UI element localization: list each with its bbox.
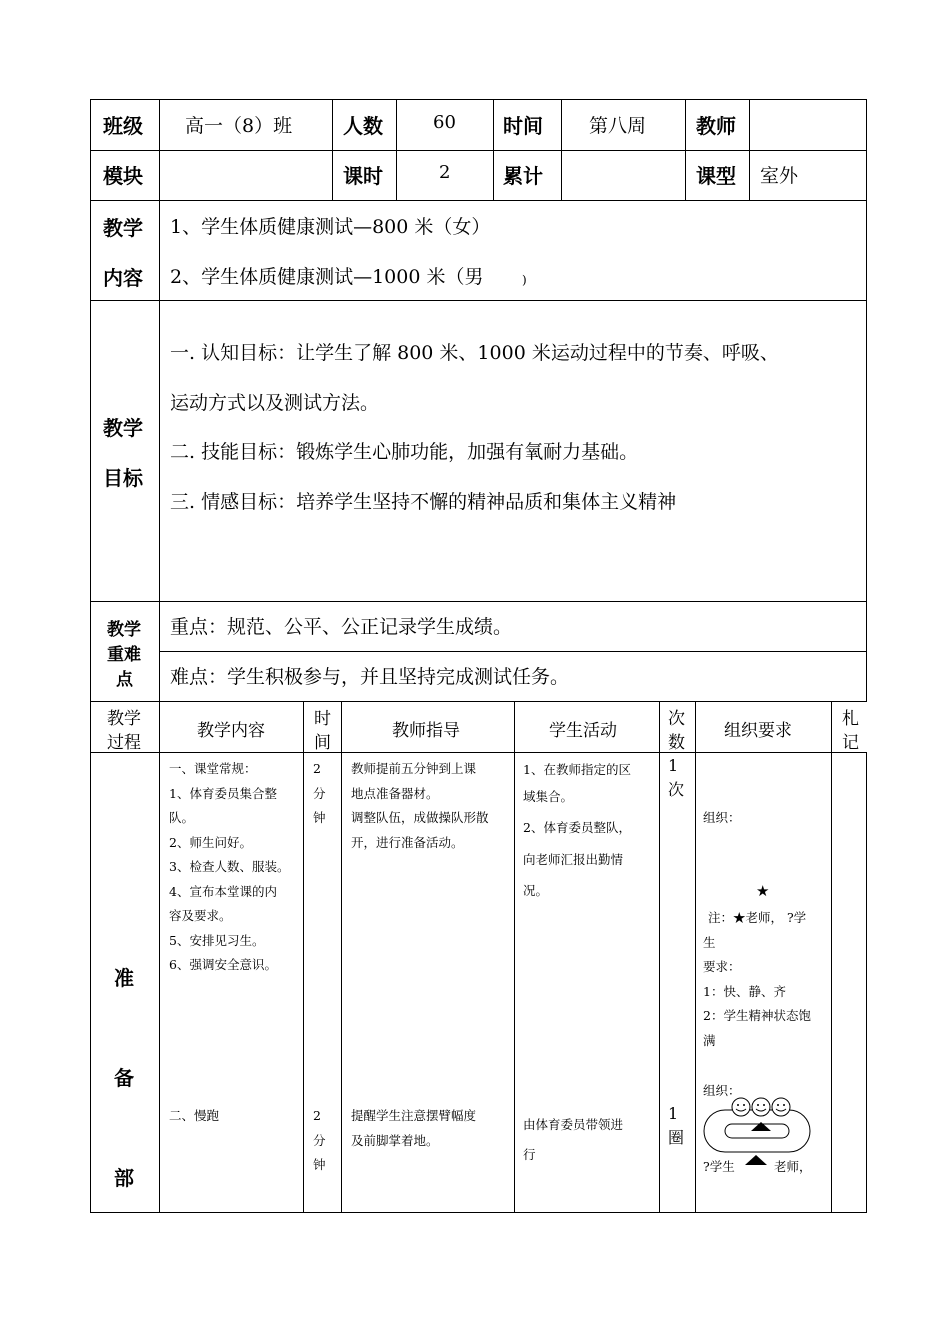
section-char-1: 准 bbox=[114, 966, 134, 990]
running-track-diagram bbox=[703, 1094, 813, 1158]
time-char: 钟 bbox=[313, 810, 326, 825]
prep-content-line: 一、课堂常规： bbox=[169, 761, 257, 776]
col-guide: 教师指导 bbox=[392, 721, 460, 741]
org-line: 满 bbox=[703, 1032, 716, 1048]
prep-time-2 bbox=[313, 1104, 326, 1178]
keypoints-label-3: 点 bbox=[116, 670, 133, 690]
prep-count-2 bbox=[668, 1102, 684, 1150]
section-char-2: 备 bbox=[114, 1066, 134, 1090]
col-time-1: 时 bbox=[314, 709, 331, 729]
col-count-1: 次 bbox=[668, 709, 685, 729]
time-label: 时间 bbox=[503, 114, 543, 138]
activity-line: 域集合。 bbox=[523, 788, 574, 804]
prep-content-line: 容及要求。 bbox=[169, 908, 232, 923]
activity-line: 由体育委员带领进 bbox=[523, 1117, 624, 1132]
activity-line: 况。 bbox=[523, 883, 549, 898]
activity-line: 向老师汇报出勤情 bbox=[523, 851, 624, 867]
prep-content-line: 4、宣布本堂课的内 bbox=[169, 883, 277, 899]
col-count-2: 数 bbox=[668, 733, 685, 753]
count-char: 1 bbox=[668, 1104, 679, 1123]
prep-content-2: 二、慢跑 bbox=[169, 1108, 220, 1123]
student-face-icon bbox=[752, 1098, 770, 1116]
time-char: 钟 bbox=[313, 1157, 326, 1172]
class-label: 班级 bbox=[103, 114, 143, 138]
type-value: 室外 bbox=[760, 165, 799, 187]
difficult-point: 难点：学生积极参与，并且坚持完成测试任务。 bbox=[170, 666, 570, 688]
prep-content-line: 队。 bbox=[169, 810, 195, 825]
org2-legend-teacher: 老师， bbox=[774, 1159, 812, 1174]
org1-lines bbox=[703, 906, 811, 1053]
star-icon: ★ bbox=[756, 882, 770, 900]
activity-line: 行 bbox=[523, 1147, 536, 1162]
col-activity: 学生活动 bbox=[549, 721, 617, 741]
teacher-label: 教师 bbox=[696, 114, 736, 138]
key-point: 重点：规范、公平、公正记录学生成绩。 bbox=[170, 616, 513, 638]
hours-value: 2 bbox=[439, 162, 451, 183]
objectives-label-1: 教学 bbox=[103, 416, 143, 440]
org1-title: 组织： bbox=[703, 810, 741, 825]
org-line: 2：学生精神状态饱 bbox=[703, 1008, 811, 1023]
objective-line-3: 二. 技能目标：锻炼学生心肺功能，加强有氧耐力基础。 bbox=[170, 441, 639, 463]
keypoints-label-1: 教学 bbox=[107, 620, 141, 640]
prep-count-1 bbox=[668, 754, 684, 802]
content-label-1: 教学 bbox=[103, 216, 143, 240]
keypoints-label-2: 重难 bbox=[107, 645, 141, 665]
count-char: 次 bbox=[668, 780, 685, 799]
objectives-label-2: 目标 bbox=[103, 466, 143, 490]
org-line: 1：快、静、齐 bbox=[703, 983, 786, 999]
guide-line: 提醒学生注意摆臂幅度 bbox=[351, 1108, 477, 1123]
prep-time-1 bbox=[313, 757, 326, 831]
prep-content-line: 5、安排见习生。 bbox=[169, 932, 265, 948]
org-line: 生 bbox=[703, 934, 716, 950]
hours-label: 课时 bbox=[343, 164, 383, 188]
student-face-icon bbox=[732, 1098, 750, 1116]
people-label: 人数 bbox=[343, 114, 383, 138]
col-time-2: 间 bbox=[314, 733, 331, 753]
time-char: 分 bbox=[313, 1132, 326, 1148]
guide-line: 调整队伍，成做操队形散 bbox=[351, 810, 489, 825]
total-label: 累计 bbox=[503, 164, 543, 188]
org-line: 要求： bbox=[703, 959, 741, 974]
time-char: 分 bbox=[313, 785, 326, 801]
class-value: 高一（8）班 bbox=[185, 115, 293, 137]
time-value: 第八周 bbox=[589, 115, 647, 137]
content-item-2: 2、学生体质健康测试—1000 米（男 bbox=[170, 266, 484, 288]
objective-line-2: 运动方式以及测试方法。 bbox=[170, 392, 380, 414]
count-char: 1 bbox=[668, 756, 679, 775]
count-char: 圈 bbox=[668, 1128, 685, 1147]
module-label: 模块 bbox=[103, 164, 143, 188]
teacher-triangle-icon bbox=[751, 1122, 771, 1131]
prep-guide-1 bbox=[351, 757, 489, 855]
content-label-2: 内容 bbox=[103, 266, 143, 290]
col-org: 组织要求 bbox=[724, 721, 792, 741]
col-content: 教学内容 bbox=[197, 721, 265, 741]
prep-activity-2 bbox=[523, 1110, 623, 1170]
content-close-paren: ) bbox=[522, 273, 527, 287]
guide-line: 开，进行准备活动。 bbox=[351, 834, 464, 850]
col-process-2: 过程 bbox=[107, 733, 141, 753]
objective-line-1: 一. 认知目标：让学生了解 800 米、1000 米运动过程中的节奏、呼吸、 bbox=[170, 342, 779, 364]
teacher-legend-triangle-icon bbox=[745, 1154, 767, 1166]
time-char: 2 bbox=[313, 761, 321, 776]
col-note-1: 札 bbox=[842, 709, 859, 729]
prep-content-line: 3、检查人数、服装。 bbox=[169, 859, 290, 874]
guide-line: 及前脚掌着地。 bbox=[351, 1132, 439, 1148]
activity-line: 1、在教师指定的区 bbox=[523, 762, 631, 777]
col-process-1: 教学 bbox=[107, 709, 141, 729]
prep-content-line: 1、体育委员集合整 bbox=[169, 785, 277, 801]
org2-title: 组织： bbox=[703, 1083, 741, 1098]
prep-content-line: 2、师生问好。 bbox=[169, 834, 252, 850]
time-char: 2 bbox=[313, 1108, 321, 1123]
student-face-icon bbox=[772, 1098, 790, 1116]
prep-activity-1 bbox=[523, 757, 631, 905]
org-line: 注：★老师， ?学 bbox=[708, 910, 807, 925]
section-char-3: 部 bbox=[114, 1166, 134, 1190]
objective-line-4: 三. 情感目标：培养学生坚持不懈的精神品质和集体主义精神 bbox=[170, 491, 677, 513]
guide-line: 地点准备器材。 bbox=[351, 785, 439, 801]
people-value: 60 bbox=[433, 112, 456, 133]
prep-content-line: 6、强调安全意识。 bbox=[169, 957, 277, 972]
guide-line: 教师提前五分钟到上课 bbox=[351, 761, 477, 776]
prep-content bbox=[169, 757, 289, 978]
col-note-2: 记 bbox=[842, 733, 859, 753]
org2-legend-student: ?学生 bbox=[703, 1159, 735, 1174]
activity-line: 2、体育委员整队， bbox=[523, 820, 631, 835]
type-label: 课型 bbox=[696, 164, 736, 188]
prep-guide-2 bbox=[351, 1104, 476, 1153]
content-item-1: 1、学生体质健康测试—800 米（女） bbox=[170, 216, 491, 238]
